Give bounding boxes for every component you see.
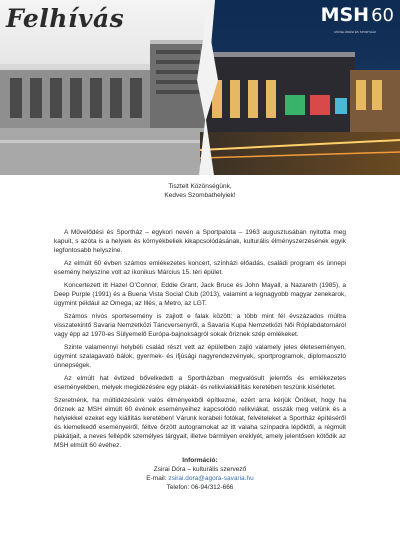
- paragraph: Az elmúlt 60 évben számos emlékezetes koncert, színházi előadás, családi program és ünnepi esemény helyszíne volt az ikonikus Március 15. téri épület.: [54, 260, 346, 276]
- contact-person: Zsirai Dóra – kulturális szervező: [153, 466, 247, 473]
- info-block: [54, 456, 346, 492]
- logo-msh: MSH: [320, 4, 370, 26]
- paragraph: Koncertezett itt Hazel O’Connor, Eddie Grant, Jack Bruce és John Mayall, a Nazareth (1985), a Deep Purple (1991) és a Buena Vista Social Club (2013), valamint a legnagyobb magyar zenekarok, úgymint például az Omega, az Illés, a Metro, az LGT.: [54, 282, 346, 307]
- greeting-line-2: Kedves Szombathelyiek!: [164, 192, 236, 199]
- header-photo: [0, 0, 400, 175]
- greeting-line-1: Tisztelt Közönségünk,: [168, 183, 232, 190]
- email-link[interactable]: zsirai.dora@agora-savaria.hu: [168, 475, 254, 482]
- letter-body: [54, 182, 346, 492]
- phone-line: Telefon: 06-94/312-666: [166, 484, 234, 491]
- logo-caption: MŰVELŐDÉSI ÉS SPORTHÁZ: [334, 30, 376, 34]
- closing-paragraph: Szeretnénk, ha múltidézésünk valós élményekből építkezne, ezért arra kérjük Önöket, hogy ha őriznek az MSH elmúlt 60 évének eseményeihez kapcsolódó relikviákat, osszák meg velünk és a helyiekkel ezeket egy kiállítás keretében! Várunk korabeli fotókat, felvételeket a Sportház építéséről és kiemelkedő eseményeiről, féltve őrzött autogramokat az itt valaha színpadra lépőktől, a régmúlt plakátjait, a neves fellépők személyes tárgyait, illetve bármilyen ereklyét, amely jelentősen kötődik az MSH elmúlt 60 évéhez.: [54, 397, 346, 449]
- email-label: E-mail:: [146, 475, 169, 482]
- logo-60: 60: [371, 5, 394, 26]
- info-title: Információ:: [182, 457, 218, 464]
- paragraph: Szinte valamennyi helybéli család részt vett az épületben zajló valamely jeles életeseményen, úgymint szalagavató bálok, gyermek- és ifjúsági nagyrendezvények, sportprogramok, diplomaosztó ünnepségek.: [54, 344, 346, 369]
- paragraph: Az elmúlt hat évtized bővelkedett a Sportházban megvalósult jelentős és emlékezetes eseményekben, melyek megidézésére egy plakát- és relikviakiállítás keretében teszünk kísérletet.: [54, 375, 346, 391]
- email-line: [54, 474, 346, 483]
- paragraph: Számos nívós sporteseménу is zajlott e falak között: a több mint fél évszázados múltra visszatekintő Savaria Nemzetközi Táncversenyről, a Savaria Kupa Nemzetközi Női Röplabdatornáról vagy épp az 1970-es Sülyemelő Európa-bajnokságról sokak őriznek szép emlékeket.: [54, 313, 346, 338]
- flyer-title: Felhívás: [6, 4, 125, 33]
- msh60-logo: [320, 4, 394, 34]
- paragraph: A Művelődési és Sportház – egykori nevén a Sportpalota – 1963 augusztusában nyitotta meg kapuit, s azóta is a helyiek és környékbeliek kikapcsolódásának, kulturális élményszerzésének egyik legfontosabb helyszíne.: [54, 229, 346, 254]
